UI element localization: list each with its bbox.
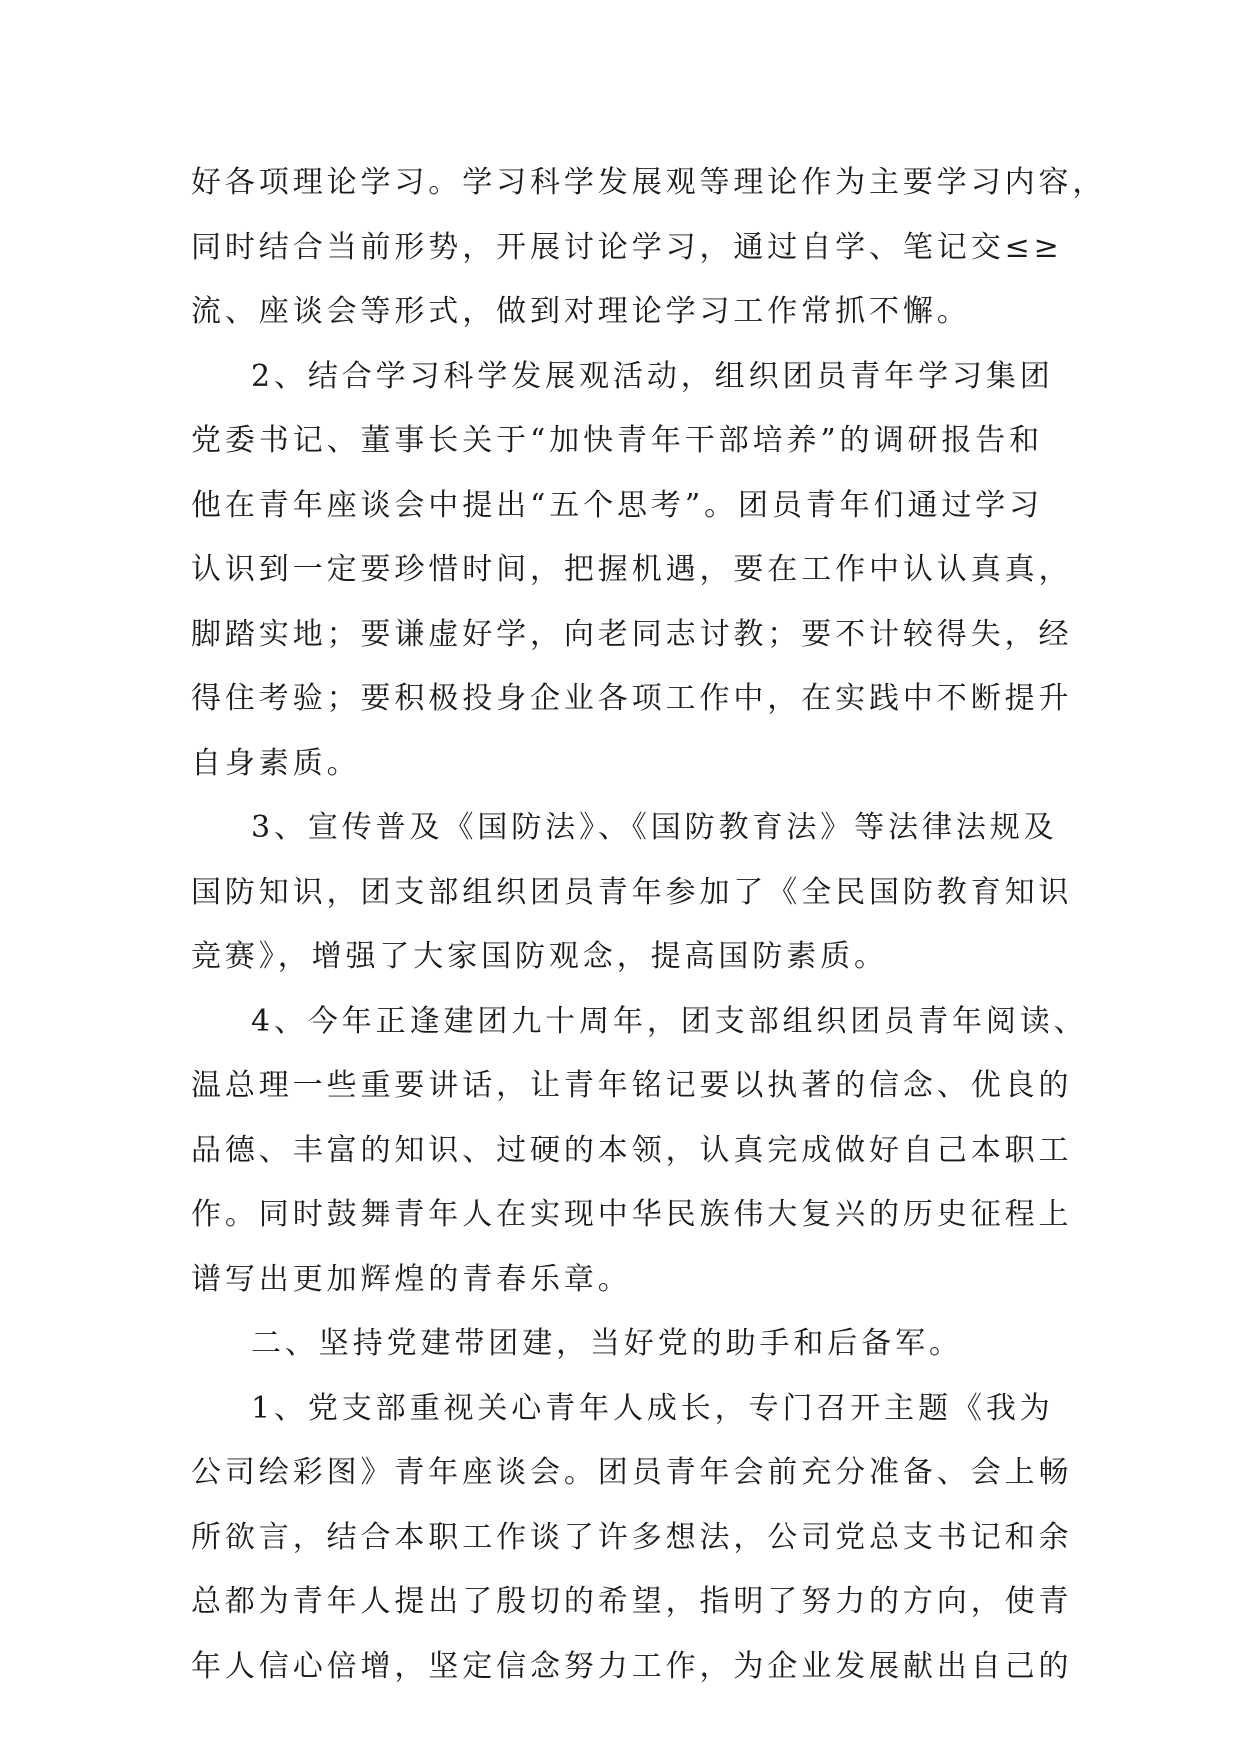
text-line: 国防知识，团支部组织团员青年参加了《全民国防教育知识 xyxy=(191,874,1073,910)
text-line: 竞赛》，增强了大家国防观念，提高国防素质。 xyxy=(191,939,888,974)
body-text xyxy=(191,163,1107,1711)
text-line: 总都为青年人提出了殷切的希望，指明了努力的方向，使青 xyxy=(191,1584,1073,1619)
text-line: 2、结合学习科学发展观活动，组织团员青年学习集团 xyxy=(251,358,1054,394)
text-line: 公司绘彩图》青年座谈会。团员青年会前充分准备、会上畅 xyxy=(191,1455,1073,1490)
text-line: 得住考验；要积极投身企业各项工作中，在实践中不断提升 xyxy=(191,681,1073,716)
text-line: 所欲言，结合本职工作谈了许多想法，公司党总支书记和余 xyxy=(191,1519,1073,1555)
text-line: 4、今年正逢建团九十周年，团支部组织团员青年阅读、 xyxy=(251,1003,1088,1039)
text-line: 作。同时鼓舞青年人在实现中华民族伟大复兴的历史征程上 xyxy=(191,1197,1073,1232)
text-line: 谱写出更加辉煌的青春乐章。 xyxy=(191,1261,632,1297)
text-line: 温总理一些重要讲话，让青年铭记要以执著的信念、优良的 xyxy=(191,1068,1073,1103)
text-line: 好各项理论学习。学习科学发展观等理论作为主要学习内容， xyxy=(191,165,1107,200)
text-line: 党委书记、董事长关于“加快青年干部培养”的调研报告和 xyxy=(191,423,1044,458)
text-line: 流、座谈会等形式，做到对理论学习工作常抓不懈。 xyxy=(191,294,971,329)
text-line: 同时结合当前形势，开展讨论学习，通过自学、笔记交≤≥ xyxy=(191,229,1063,265)
text-line: 1、党支部重视关心青年人成长，专门召开主题《我为 xyxy=(251,1390,1054,1426)
text-line: 认识到一定要珍惜时间，把握机遇，要在工作中认认真真， xyxy=(191,552,1073,587)
text-line: 3、宣传普及《国防法》、《国防教育法》等法律法规及 xyxy=(251,810,1058,845)
text-line: 自身素质。 xyxy=(191,745,361,781)
text-line: 二、坚持党建带团建，当好党的助手和后备军。 xyxy=(251,1326,963,1361)
text-line: 年人信心倍增，坚定信念努力工作，为企业发展献出自己的 xyxy=(191,1648,1073,1684)
text-line: 他在青年座谈会中提出“五个思考”。团员青年们通过学习 xyxy=(191,487,1044,523)
text-line: 品德、丰富的知识、过硬的本领，认真完成做好自己本职工 xyxy=(191,1132,1073,1168)
text-line: 脚踏实地；要谦虚好学，向老同志讨教；要不计较得失，经 xyxy=(191,616,1073,652)
